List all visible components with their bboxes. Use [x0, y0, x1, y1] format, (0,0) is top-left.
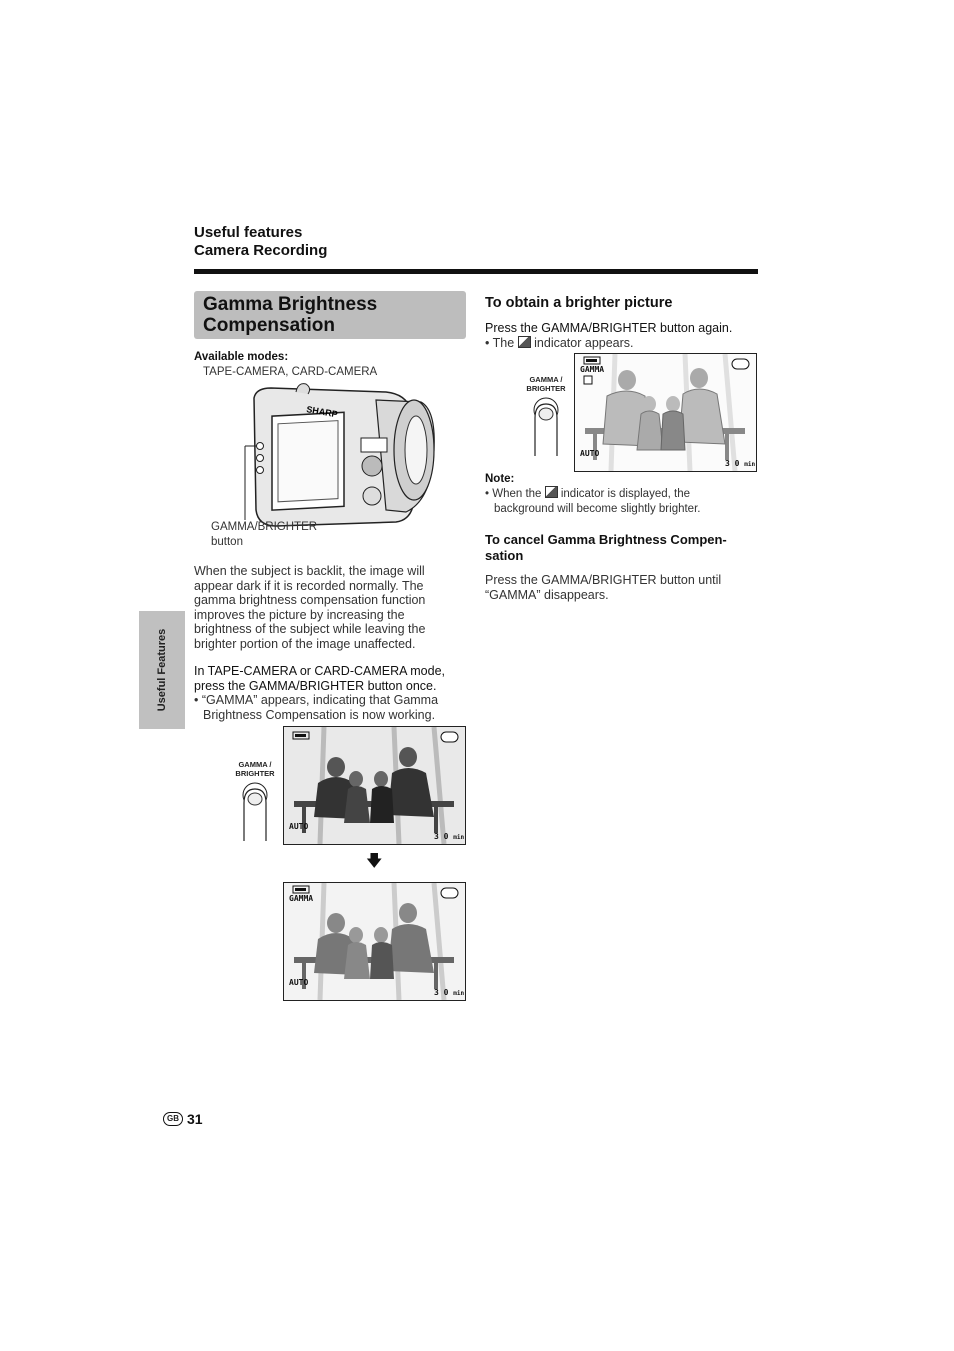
page-title: Gamma Brightness Compensation	[203, 294, 378, 336]
note-label: Note:	[485, 473, 515, 485]
header-line-2: Camera Recording	[194, 242, 328, 259]
side-tab-label: Useful Features	[156, 628, 168, 712]
intro-paragraph: When the subject is backlit, the image will appear dark if it is recorded normally. The gamma brightness compensation function improves the picture by increasing the brightness of the subject while leaving the brighter portion of the image unaffected.	[194, 564, 426, 651]
available-modes	[194, 350, 377, 379]
section-header	[194, 224, 327, 260]
page-number: 31	[187, 1111, 203, 1127]
region-badge: GB	[163, 1112, 183, 1126]
down-arrow-icon: 🡇	[366, 853, 383, 870]
header-rule	[194, 269, 758, 274]
button-label: GAMMA / BRIGHTER	[526, 375, 566, 393]
title-box	[194, 291, 466, 339]
button-callout: GAMMA/BRIGHTER button	[211, 521, 318, 548]
step1-bullet: • “GAMMA” appears, indicating that Gamma Brightness Compensation is now working.	[194, 693, 439, 722]
cancel-text: Press the GAMMA/BRIGHTER button until “GAMMA” disappears.	[485, 573, 722, 602]
brighter-bullet: • The indicator appears.	[485, 336, 634, 350]
brighter-heading: To obtain a brighter picture	[485, 295, 673, 311]
page-footer	[163, 1111, 203, 1127]
finger-press-illustration	[526, 375, 566, 455]
osd-auto: AUTO	[580, 449, 600, 458]
viewfinder-screen-gamma	[283, 882, 466, 1001]
camera-brand-logo: SHARP	[305, 404, 339, 420]
camcorder-illustration	[236, 380, 446, 540]
osd-auto: AUTO	[289, 978, 309, 987]
gamma-brighter-indicator-icon	[518, 336, 531, 348]
osd-remaining-time: 3 0 min	[725, 459, 756, 468]
header-line-1: Useful features	[194, 224, 303, 241]
viewfinder-screen-normal	[283, 726, 466, 845]
note-text: • When the indicator is displayed, the background will become slightly brighter.	[485, 488, 701, 515]
osd-remaining-time: 3 0 min	[434, 988, 465, 997]
button-label: GAMMA / BRIGHTER	[235, 760, 275, 778]
step1-text: In TAPE-CAMERA or CARD-CAMERA mode, press the GAMMA/BRIGHTER button once.	[194, 664, 445, 693]
osd-gamma: GAMMA	[289, 894, 314, 903]
osd-auto: AUTO	[289, 822, 309, 831]
finger-press-illustration	[235, 760, 275, 840]
available-modes-list: TAPE-CAMERA, CARD-CAMERA	[203, 365, 378, 378]
available-modes-label: Available modes:	[194, 351, 289, 363]
brighter-text: Press the GAMMA/BRIGHTER button again.	[485, 321, 733, 335]
cancel-heading: To cancel Gamma Brightness Compen-sation	[485, 532, 727, 563]
viewfinder-screen-brighter	[574, 353, 757, 472]
gamma-brighter-indicator-icon	[545, 486, 558, 498]
osd-gamma: GAMMA	[580, 365, 605, 374]
osd-remaining-time: 3 0 min	[434, 832, 465, 841]
